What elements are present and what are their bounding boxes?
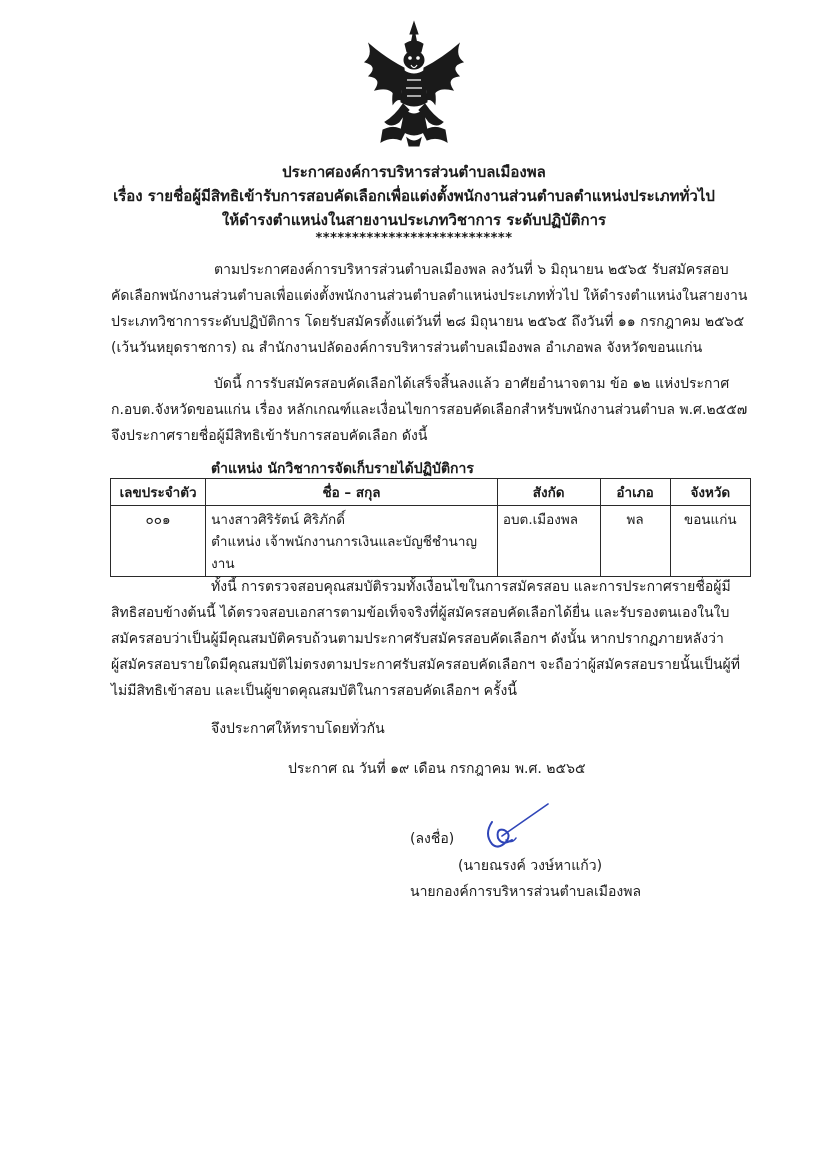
handwritten-signature bbox=[482, 800, 552, 852]
announce-line: จึงประกาศให้ทราบโดยทั่วกัน bbox=[211, 721, 385, 737]
announcement-title: ประกาศองค์การบริหารส่วนตำบลเมืองพล bbox=[282, 163, 546, 181]
cell-district: พล bbox=[600, 506, 670, 577]
col-header-id: เลขประจำตัว bbox=[111, 479, 206, 506]
col-header-name: ชื่อ – สกุล bbox=[206, 479, 498, 506]
star-divider: *************************** bbox=[315, 231, 513, 246]
signer-name: (นายณรงค์ วงษ์หาแก้ว) bbox=[458, 858, 603, 874]
date-line: ประกาศ ณ วันที่ ๑๙ เดือน กรกฎาคม พ.ศ. ๒๕๖๕ bbox=[288, 761, 586, 777]
announcement-subject-cont: ให้ดำรงตำแหน่งในสายงานประเภทวิชาการ ระดับปฏิบัติการ bbox=[221, 211, 607, 229]
cell-name bbox=[206, 506, 498, 577]
para1-line3: ประเภทวิชาการระดับปฏิบัติการ โดยรับสมัครตั้งแต่วันที่ ๒๘ มิถุนายน ๒๕๖๕ ถึงวันที่ ๑๑ กรกฎาคม ๒๕๖๕ bbox=[111, 314, 745, 330]
para3-line3: สมัครสอบว่าเป็นผู้มีคุณสมบัติครบถ้วนตามประกาศรับสมัครสอบคัดเลือกฯ ดังนั้น หากปรากฏภายหลังว่า bbox=[111, 631, 724, 647]
para1-line2: คัดเลือกพนักงานส่วนตำบลเพื่อแต่งตั้งพนักงานส่วนตำบลตำแหน่งประเภททั่วไป ให้ดำรงตำแหน่งในสายงาน bbox=[111, 288, 748, 304]
sign-label: (ลงชื่อ) bbox=[410, 831, 455, 847]
candidates-table bbox=[110, 478, 751, 577]
col-header-affiliation: สังกัด bbox=[497, 479, 600, 506]
position-title: ตำแหน่ง นักวิชาการจัดเก็บรายได้ปฏิบัติการ bbox=[211, 461, 474, 477]
candidate-name: นางสาวศิริรัตน์ ศิริภักดิ์ bbox=[211, 512, 345, 528]
para3-line2: สิทธิสอบข้างต้นนี้ ได้ตรวจสอบเอกสารตามข้อเท็จจริงที่ผู้สมัครสอบคัดเลือกได้ยื่น และรับรองตนเองในใบ bbox=[111, 605, 730, 621]
table-header-row bbox=[111, 479, 751, 506]
para2-line1: บัดนี้ การรับสมัครสอบคัดเลือกได้เสร็จสิ้นลงแล้ว อาศัยอำนาจตาม ข้อ ๑๒ แห่งประกาศ bbox=[214, 376, 730, 392]
col-header-district: อำเภอ bbox=[600, 479, 670, 506]
para3-line5: ไม่มีสิทธิเข้าสอบ และเป็นผู้ขาดคุณสมบัติในการสอบคัดเลือกฯ ครั้งนี้ bbox=[111, 683, 517, 699]
para2-line2: ก.อบต.จังหวัดขอนแก่น เรื่อง หลักเกณฑ์และเงื่อนไขการสอบคัดเลือกสำหรับพนักงานส่วนตำบล พ.ศ.๒๕๕๗ bbox=[111, 402, 748, 418]
signer-title: นายกองค์การบริหารส่วนตำบลเมืองพล bbox=[410, 884, 642, 900]
cell-id: ๐๐๑ bbox=[111, 506, 206, 577]
candidate-position: ตำแหน่ง เจ้าพนักงานการเงินและบัญชีชำนาญงาน bbox=[211, 534, 477, 572]
garuda-emblem-icon bbox=[355, 18, 473, 148]
announcement-subject: เรื่อง รายชื่อผู้มีสิทธิเข้ารับการสอบคัดเลือกเพื่อแต่งตั้งพนักงานส่วนตำบลตำแหน่งประเภททั่วไป bbox=[113, 187, 715, 205]
para1-line1: ตามประกาศองค์การบริหารส่วนตำบลเมืองพล ลงวันที่ ๖ มิถุนายน ๒๕๖๕ รับสมัครสอบ bbox=[214, 262, 729, 278]
cell-province: ขอนแก่น bbox=[670, 506, 750, 577]
table-row bbox=[111, 506, 751, 577]
para3-line1: ทั้งนี้ การตรวจสอบคุณสมบัติรวมทั้งเงื่อนไขในการสมัครสอบ และการประกาศรายชื่อผู้มี bbox=[211, 579, 731, 595]
para1-line4: (เว้นวันหยุดราชการ) ณ สำนักงานปลัดองค์การบริหารส่วนตำบลเมืองพล อำเภอพล จังหวัดขอนแก่น bbox=[111, 340, 703, 356]
para2-line3: จึงประกาศรายชื่อผู้มีสิทธิเข้ารับการสอบคัดเลือก ดังนี้ bbox=[111, 428, 428, 444]
col-header-province: จังหวัด bbox=[670, 479, 750, 506]
para3-line4: ผู้สมัครสอบรายใดมีคุณสมบัติไม่ตรงตามประกาศรับสมัครสอบคัดเลือกฯ จะถือว่าผู้สมัครสอบรายนั้นเป็นผู้ที่ bbox=[111, 657, 740, 673]
cell-affiliation: อบต.เมืองพล bbox=[497, 506, 600, 577]
